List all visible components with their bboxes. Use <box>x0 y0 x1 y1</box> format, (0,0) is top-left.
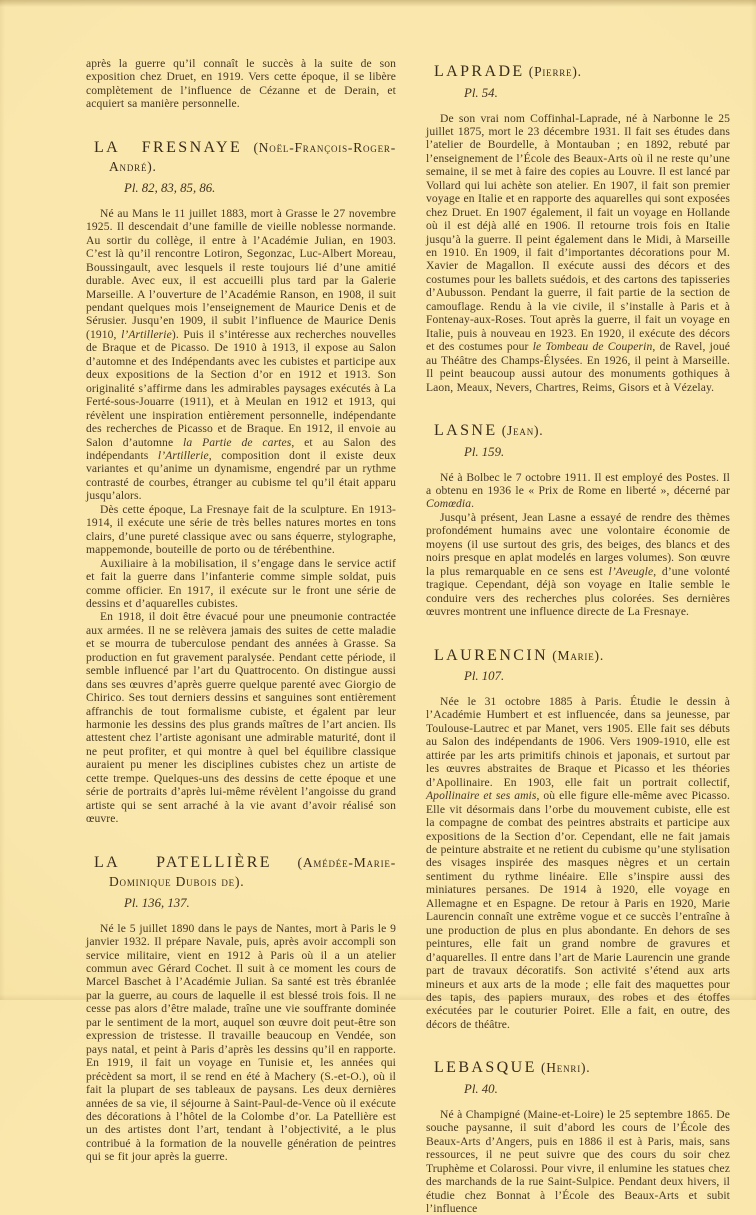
entry-heading-lebasque <box>434 1058 730 1078</box>
plate-reference: Pl. 40. <box>464 1081 498 1096</box>
entry-name: LA FRESNAYE <box>94 138 243 156</box>
italic-title: la Partie de cartes <box>183 435 292 449</box>
italic-title: l’Aveugle <box>608 564 654 578</box>
paragraph: Dès cette époque, La Fresnaye fait de la sculpture. En 1913-1914, il exécute une série de très belles natures mortes en tons clairs, d’une pureté classique avec ou sans équerre, stylographe, mappemonde, bouteille de porto ou de térébenthine. <box>86 502 396 557</box>
plate-reference: Pl. 82, 83, 85, 86. <box>124 180 216 195</box>
italic-title: Comœdia <box>426 497 472 511</box>
paragraph: En 1918, il doit être évacué pour une pneumonie contractée aux armées. Il ne se relèvera jamais des suites de cette maladie et se mourra de tuberculose pendant des années à Grasse. Sa production en fut gravement paralysée. Pendant cette période, il semble influencé par l’art du Quattrocento. On distingue aussi dans ses œuvres d’après guerre quelque parenté avec Giorgio de Chirico. Ses tout derniers dessins et sanguines sont entièrement affranchis de tout formalisme cubiste, et égalent par leur harmonie les dessins des plus grands maîtres de l’art ancien. Ils attestent chez l’artiste agonisant une admirable maturité, dont il ne peut profiter, et qui montre à quel bel équilibre classique auraient pu mener les disciplines cubistes chez un artiste de cette trempe. Quelques-uns des dessins de cette époque et une série de portraits d’après lui-même révèlent l’angoisse du grand artiste qui se sent arraché à la vie avant d’avoir réalisé son œuvre. <box>86 610 396 826</box>
entry-name: LA PATELLIÈRE <box>94 853 272 871</box>
entry-heading-laprade <box>434 62 730 82</box>
entry-qualifier: (Pierre). <box>524 64 582 79</box>
entry-name: LAPRADE <box>434 63 525 80</box>
italic-title: Apollinaire et ses amis <box>426 789 537 803</box>
text-block <box>86 57 730 1215</box>
paragraph: Née le 31 octobre 1885 à Paris. Étudie le dessin à l’Académie Humbert et est influencée, dans sa jeunesse, par Toulouse-Lautrec et par Manet, vers 1905. Elle fait ses débuts au Salon des indépendants de 1906. Vers 1909-1910, elle est attirée par les arts primitifs chinois et japonais, et surtout par les œuvres abstraites de Braque et Picasso et les théories d’Apollinaire. En 1903, elle fait un portrait collectif, Apollinaire et ses amis, où elle figure elle-même avec Picasso. Elle vit désormais dans l’orbe du mouvement cubiste, elle est la compagne de combat des peintres abstraits et participe aux expositions de la Section d’or. Cependant, elle ne fait jamais de peinture abstraite et ne retient du cubisme qu’une stylisation des visages inspirée des masques nègres et un certain sentiment du rythme linéaire. Elle s’inspire aussi des miniatures persanes. De 1914 à 1920, elle voyage en Allemagne et en Espagne. De retour à Paris en 1920, Marie Laurencin connaît une extrême vogue et ce succès l’entraîne à une production de plus en plus abondante. En dehors de ses peintures, elle fait un grand nombre de gravures et d’aquarelles. Il entre dans l’art de Marie Laurencin une grande part de travaux décoratifs. Son activité s’étend aux arts mineurs et aux arts de la mode ; elle fait des maquettes pour des tapis, des papiers muraux, des robes et des étoffes exécutées par le couturier Poiret. Elle a fait, en outre, des décors de théâtre. <box>426 695 730 1031</box>
right-column <box>426 57 730 1215</box>
entry-heading-la-patelliere <box>94 853 396 892</box>
entry-qualifier: (Amédée-Marie-Dominique Dubois de). <box>109 854 396 890</box>
entry-qualifier: (Henri). <box>536 1060 591 1076</box>
paragraph: Né à Champigné (Maine-et-Loire) le 25 septembre 1865. De souche paysanne, il suit d’abord les cours de l’École des Beaux-Arts d’Angers, puis en 1886 il est à Paris, mais, sans ressources, il ne peut suivre que des cours du soir chez Truphème et Colarossi. Pour vivre, il enlumine les statues chez des marchands de la rue Saint-Sulpice. Pendant deux hivers, il étudie chez Bonnat à l’École des Beaux-Arts et subit l’influence <box>426 1107 730 1215</box>
plate-reference: Pl. 159. <box>464 444 505 459</box>
entry-name: LASNE <box>434 422 498 440</box>
plate-reference: Pl. 136, 137. <box>124 895 190 910</box>
entry-heading-lasne <box>434 421 730 441</box>
italic-title: l’Artillerie <box>157 448 209 462</box>
entry-qualifier: (Marie). <box>548 647 605 663</box>
entry-name: LAURENCIN <box>434 646 549 664</box>
plate-reference: Pl. 107. <box>464 669 505 683</box>
italic-title: le Tombeau de Couperin <box>532 340 653 354</box>
paragraph: Auxiliaire à la mobilisation, il s’engage dans le service actif et fait la guerre dans l’infanterie comme simple soldat, puis comme officier. En 1917, il exécute sur le front une série de dessins et d’aquarelles cubistes. <box>86 556 396 610</box>
italic-title: l’Artillerie <box>121 327 172 341</box>
entry-heading-la-fresnaye <box>94 138 396 177</box>
paragraph: De son vrai nom Coffinhal-Laprade, né à Narbonne le 25 juillet 1875, mort le 23 décembre 1931. Il fait ses études dans l’atelier de Bourdelle, à Montauban ; en 1892, rebuté par l’enseignement de l’École des Beaux-Arts où il ne reste qu’une semaine, il se met à faire des copies au Louvre. Il est lancé par Vollard qui lui achète son atelier. En 1907, il fait son premier voyage en Italie et en rapporte des aquarelles qui sont exposées chez Druet. En 1907 également, il fait un voyage en Hollande où il est déjà allé en 1906. Il retourne trois fois en Italie jusqu’à la guerre. Il peint également dans le Midi, à Marseille en 1910. En 1909, il fait d’importantes décorations pour M. Xavier de Magallon. Il exécute aussi des décors et des costumes pour les ballets suédois, et des cartons des tapisseries d’Aubusson. Pendant la guerre, il fait partie de la section de camouflage. Rendu à la vie civile, il s’installe à Paris et à Fontenay-aux-Roses. Tout après la guerre, il fait un voyage en Italie, puis à nouveau en 1923. En 1920, il exécute des décors et des costumes pour le Tombeau de Couperin, de Ravel, joué au Théâtre des Champs-Élysées. En 1926, il peint à Marseille. Il peint beaucoup aussi autour des monuments gothiques à Laon, Meaux, Nevers, Chartres, Reims, Gisors et à Vézelay. <box>426 111 731 394</box>
plate-reference: Pl. 54. <box>464 85 498 100</box>
entry-qualifier: (Noël-François-Roger-André). <box>109 139 396 175</box>
paragraph: Né à Bolbec le 7 octobre 1911. Il est employé des Postes. Il a obtenu en 1936 le « Prix de Rome en liberté », décerné par Comœdia. <box>426 470 730 511</box>
entry-qualifier: (Jean). <box>497 423 544 439</box>
paragraph: Jusqu’à présent, Jean Lasne a essayé de rendre des thèmes profondément humains avec une volontaire économie de moyens (il use surtout des gris, des beiges, des blancs et des noirs presque en aplat modelés en larges volumes). Son œuvre la plus remarquable en ce sens est l’Aveugle, d’une volonté tragique. Cependant, déjà son voyage en Italie semble le conduire vers des recherches plus colorées. Ses dernières œuvres montrent une influence directe de La Fresnaye. <box>426 510 731 619</box>
left-column <box>86 57 396 1215</box>
paragraph: Né le 5 juillet 1890 dans le pays de Nantes, mort à Paris le 9 janvier 1932. Il prépare Navale, puis, après avoir accompli son service militaire, vient en 1912 à Paris où il a un atelier commun avec Gérard Cochet. Il suit à ce moment les cours de Marcel Baschet à l’Académie Julian. Sa santé est très ébranlée par la guerre, au cours de laquelle il est blessé trois fois. Il ne cesse pas alors d’être malade, traîne une vie souffrante dominée par le sentiment de la mort, auquel son œuvre doit peut-être son expression de tristesse. Il travaille beaucoup en Vendée, son pays natal, et peint à Paris d’après les dessins qu’il en rapporte. En 1919, il fait un voyage en Tunisie et, les années qui précèdent sa mort, il se rend en été à Machery (S.-et-O.), où il fait la plupart de ses tableaux de paysans. Les deux dernières années de sa vie, il séjourne à Saint-Paul-de-Vence où il exécute des décorations à l’hôtel de la Colombe d’or. La Patellière est un des artistes dont l’art, tendant à l’objectivité, a le plus contribué à la formation de la nouvelle génération de peintres qui se fit jour après la guerre. <box>86 921 396 1164</box>
entry-heading-laurencin <box>434 646 730 666</box>
paragraph: Né au Mans le 11 juillet 1883, mort à Grasse le 27 novembre 1925. Il descendait d’une famille de vieille noblesse normande. Au sortir du collège, il entre à l’Académie Julian, en 1903. C’est là qu’il rencontre Lotiron, Segonzac, Luc-Albert Moreau, Boussingault, avec lesquels il reste toujours lié d’une amitié durable. Avec eux, il est accueilli plus tard par la Galerie Marseille. A l’ouverture de l’Académie Ranson, en 1908, il suit pendant quelques mois l’enseignement de Maurice Denis et de Sérusier. Jusqu’en 1909, il subit l’influence de Maurice Denis (1910, l’Artillerie). Puis il s’intéresse aux recherches nouvelles de Braque et de Picasso. De 1910 à 1913, il expose au Salon d’automne et des Indépendants avec les cubistes et participe aux deux expositions de la Section d’or en 1912 et 1913. Son originalité s’affirme dans les admirables paysages exécutés à La Ferté-sous-Jouarre (1911), et à Meulan en 1912 et 1913, qui révèlent une inspiration entièrement personnelle, indépendante des recherches de Picasso et de Braque. En 1912, il envoie au Salon d’automne la Partie de cartes, et au Salon des indépendants l’Artillerie, composition dont il existe deux variantes et qu’anime un dynamisme, engendré par un rythme contrasté de courbes, étranger au cubisme tel qu’il était apparu jusqu’alors. <box>86 206 396 503</box>
continuation-paragraph: après la guerre qu’il connaît le succès à la suite de son exposition chez Druet, en 1919. Vers cette époque, il se libère complètement de l’influence de Cézanne et de Derain, et acquiert sa manière personnelle. <box>86 57 396 111</box>
entry-name: LEBASQUE <box>434 1059 537 1077</box>
